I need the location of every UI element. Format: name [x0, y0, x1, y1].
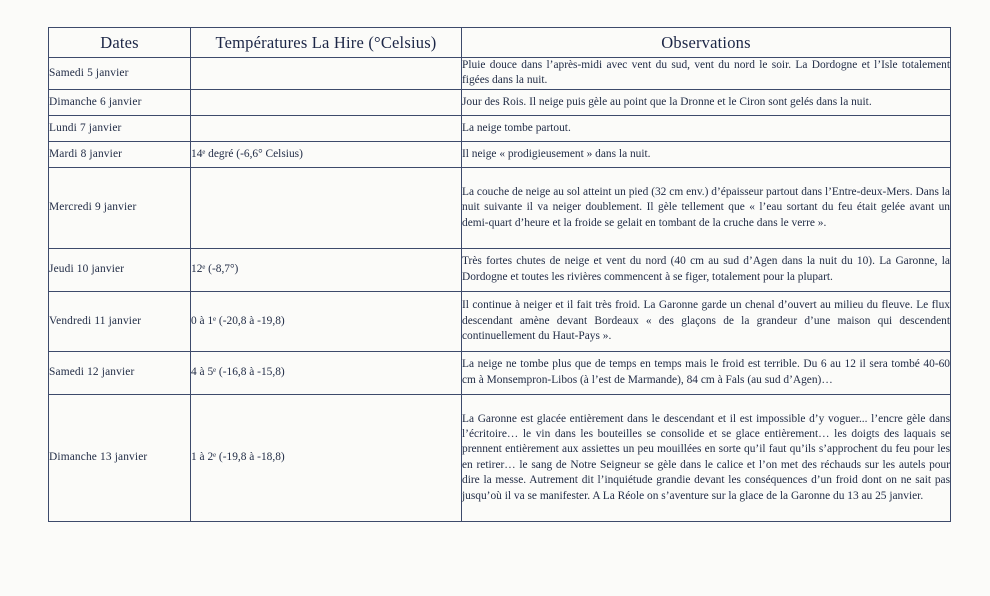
date-text: Mardi 8 janvier	[49, 147, 123, 160]
temperature-cell: 0 à 1ᵉ (-20,8 à -19,8)	[191, 291, 462, 351]
date-text: Lundi 7 janvier	[49, 121, 122, 134]
date-cell	[49, 248, 191, 291]
table-row	[49, 248, 951, 291]
date-text: Jeudi 10 janvier	[49, 263, 125, 276]
weather-table	[48, 27, 951, 522]
table-row	[49, 115, 951, 141]
date-text: Vendredi 11 janvier	[49, 314, 142, 327]
date-cell	[49, 167, 191, 248]
table-body	[49, 58, 951, 522]
date-text: Dimanche 6 janvier	[49, 95, 142, 108]
date-text: Samedi 5 janvier	[49, 66, 129, 79]
table-row	[49, 351, 951, 394]
date-cell	[49, 394, 191, 521]
header-temperatures: Températures La Hire (°Celsius)	[191, 28, 462, 58]
date-cell	[49, 291, 191, 351]
observation-cell: Il continue à neiger et il fait très froid. La Garonne garde un chenal d’ouvert au milieu du fleuve. Le flux descendant amène devant Bordeaux « des glaçons de la grandeur d’une maison qui descendent continuellement du Haut-Pays ».	[462, 291, 951, 351]
table-row	[49, 58, 951, 90]
observation-cell: La neige tombe partout.	[462, 115, 951, 141]
table-row	[49, 394, 951, 521]
observation-cell: La couche de neige au sol atteint un pied (32 cm env.) d’épaisseur partout dans l’Entre-deux-Mers. Dans la nuit suivante il va neiger doublement. Il gèle tellement que « l’eau sortant du feu était gelée avant un demi-quart d’heure et la froide se gelait en tombant de la cruche dans le verre ».	[462, 167, 951, 248]
temperature-cell: 14ᵉ degré (-6,6° Celsius)	[191, 141, 462, 167]
table-header	[49, 28, 951, 58]
header-observations: Observations	[462, 28, 951, 58]
date-cell	[49, 115, 191, 141]
date-cell	[49, 58, 191, 90]
date-cell	[49, 141, 191, 167]
date-text: Samedi 12 janvier	[49, 366, 135, 379]
header-row	[49, 28, 951, 58]
observation-cell: Jour des Rois. Il neige puis gèle au point que la Dronne et le Ciron sont gelés dans la nuit.	[462, 89, 951, 115]
temperature-cell	[191, 167, 462, 248]
table-row	[49, 141, 951, 167]
temperature-cell: 12ᵉ (-8,7°)	[191, 248, 462, 291]
temperature-cell: 4 à 5ᵉ (-16,8 à -15,8)	[191, 351, 462, 394]
observation-cell: La neige ne tombe plus que de temps en temps mais le froid est terrible. Du 6 au 12 il sera tombé 40-60 cm à Monsempron-Libos (à l’est de Marmande), 84 cm à Fals (au sud d’Agen)…	[462, 351, 951, 394]
table-row	[49, 167, 951, 248]
temperature-cell: 1 à 2ᵉ (-19,8 à -18,8)	[191, 394, 462, 521]
header-dates: Dates	[49, 28, 191, 58]
observation-cell: Pluie douce dans l’après-midi avec vent du sud, vent du nord le soir. La Dordogne et l’Isle totalement figées dans la nuit.	[462, 58, 951, 90]
observation-cell: Il neige « prodigieusement » dans la nuit.	[462, 141, 951, 167]
date-cell	[49, 89, 191, 115]
temperature-cell	[191, 115, 462, 141]
temperature-cell	[191, 89, 462, 115]
date-text: Dimanche 13 janvier	[49, 451, 148, 464]
date-text: Mercredi 9 janvier	[49, 201, 137, 214]
observation-cell: La Garonne est glacée entièrement dans le descendant et il est impossible d’y voguer... l’encre gèle dans l’écritoire… le vin dans les bouteilles se consolide et se glace entièrement… les doigts des laquais se prennent entièrement aux assiettes un peu mouillées en sorte qu’il faut qu’ils s’approchent du feu pour les en retirer… le sang de Notre Seigneur se gèle dans le calice et l’on met des réchauds sur les autels pour dire la messe. Autrement dit l’inquiétude grandie devant les conséquences d’un froid dont on ne sait pas jusqu’où il va se manifester. A La Réole on s’aventure sur la glace de la Garonne du 13 au 25 janvier.	[462, 394, 951, 521]
table-row	[49, 291, 951, 351]
date-cell	[49, 351, 191, 394]
temperature-cell	[191, 58, 462, 90]
table-row	[49, 89, 951, 115]
observation-cell: Très fortes chutes de neige et vent du nord (40 cm au sud d’Agen dans la nuit du 10). La Garonne, la Dordogne et toutes les rivières commencent à se figer, totalement pour la plupart.	[462, 248, 951, 291]
